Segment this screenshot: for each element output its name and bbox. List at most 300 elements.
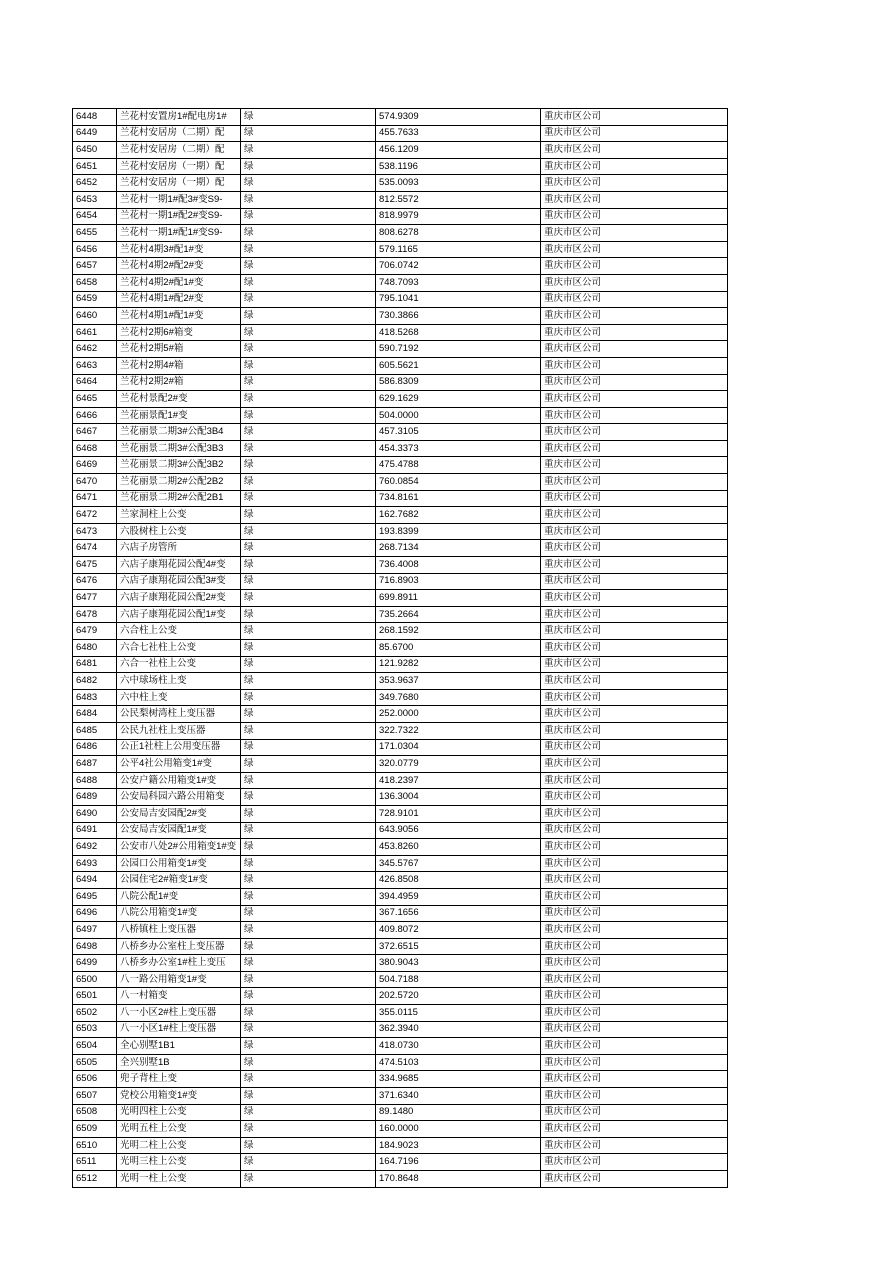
table-row: [73, 938, 728, 955]
cell-flag: 绿: [241, 888, 376, 905]
cell-value: 418.2397: [376, 772, 541, 789]
table-row: [73, 457, 728, 474]
table-row: [73, 805, 728, 822]
cell-flag: 绿: [241, 274, 376, 291]
cell-value: 202.5720: [376, 988, 541, 1005]
cell-company: 重庆市区公司: [541, 606, 728, 623]
cell-company: 重庆市区公司: [541, 258, 728, 275]
table-row: [73, 125, 728, 142]
cell-name: 兰花村2期5#箱: [117, 341, 241, 358]
cell-name: 六股树柱上公变: [117, 523, 241, 540]
cell-id: 6478: [73, 606, 117, 623]
cell-flag: 绿: [241, 125, 376, 142]
cell-company: 重庆市区公司: [541, 291, 728, 308]
cell-name: 兰花丽景二期3#公配3B4: [117, 424, 241, 441]
cell-value: 535.0093: [376, 175, 541, 192]
cell-name: 兰花村安置房1#配电房1#: [117, 109, 241, 126]
cell-name: 兰花村景配2#变: [117, 391, 241, 408]
cell-id: 6467: [73, 424, 117, 441]
table-row: [73, 971, 728, 988]
cell-name: 兜子背柱上变: [117, 1071, 241, 1088]
table-row: [73, 1005, 728, 1022]
table-row: [73, 640, 728, 657]
cell-id: 6458: [73, 274, 117, 291]
cell-value: 586.8309: [376, 374, 541, 391]
cell-company: 重庆市区公司: [541, 855, 728, 872]
cell-id: 6463: [73, 357, 117, 374]
cell-company: 重庆市区公司: [541, 523, 728, 540]
cell-company: 重庆市区公司: [541, 1088, 728, 1105]
cell-company: 重庆市区公司: [541, 640, 728, 657]
table-row: [73, 590, 728, 607]
cell-name: 全心别墅1B1: [117, 1038, 241, 1055]
table-row: [73, 291, 728, 308]
cell-id: 6490: [73, 805, 117, 822]
cell-company: 重庆市区公司: [541, 689, 728, 706]
cell-flag: 绿: [241, 407, 376, 424]
cell-flag: 绿: [241, 673, 376, 690]
cell-company: 重庆市区公司: [541, 1005, 728, 1022]
cell-value: 164.7196: [376, 1154, 541, 1171]
cell-company: 重庆市区公司: [541, 822, 728, 839]
cell-value: 85.6700: [376, 640, 541, 657]
cell-id: 6457: [73, 258, 117, 275]
cell-value: 504.7188: [376, 971, 541, 988]
cell-value: 162.7682: [376, 507, 541, 524]
cell-value: 760.0854: [376, 474, 541, 491]
cell-value: 121.9282: [376, 656, 541, 673]
table-row: [73, 158, 728, 175]
cell-name: 公平4社公用箱变1#变: [117, 756, 241, 773]
table-row: [73, 772, 728, 789]
cell-id: 6477: [73, 590, 117, 607]
table-row: [73, 689, 728, 706]
cell-company: 重庆市区公司: [541, 872, 728, 889]
cell-id: 6454: [73, 208, 117, 225]
cell-company: 重庆市区公司: [541, 1121, 728, 1138]
cell-company: 重庆市区公司: [541, 590, 728, 607]
cell-value: 345.5767: [376, 855, 541, 872]
cell-flag: 绿: [241, 805, 376, 822]
cell-flag: 绿: [241, 258, 376, 275]
table-row: [73, 274, 728, 291]
cell-id: 6509: [73, 1121, 117, 1138]
table-row: [73, 1088, 728, 1105]
cell-flag: 绿: [241, 689, 376, 706]
cell-company: 重庆市区公司: [541, 158, 728, 175]
cell-flag: 绿: [241, 706, 376, 723]
cell-id: 6476: [73, 573, 117, 590]
cell-flag: 绿: [241, 1171, 376, 1188]
cell-id: 6483: [73, 689, 117, 706]
table-row: [73, 225, 728, 242]
cell-flag: 绿: [241, 640, 376, 657]
cell-value: 334.9685: [376, 1071, 541, 1088]
cell-flag: 绿: [241, 905, 376, 922]
cell-id: 6473: [73, 523, 117, 540]
cell-value: 394.4959: [376, 888, 541, 905]
cell-name: 兰家洞柱上公变: [117, 507, 241, 524]
cell-value: 629.1629: [376, 391, 541, 408]
cell-company: 重庆市区公司: [541, 656, 728, 673]
cell-id: 6499: [73, 955, 117, 972]
cell-id: 6500: [73, 971, 117, 988]
cell-flag: 绿: [241, 955, 376, 972]
cell-flag: 绿: [241, 789, 376, 806]
table-row: [73, 1154, 728, 1171]
cell-value: 736.4008: [376, 557, 541, 574]
cell-company: 重庆市区公司: [541, 805, 728, 822]
cell-name: 八桥乡办公室1#柱上变压: [117, 955, 241, 972]
cell-value: 160.0000: [376, 1121, 541, 1138]
table-row: [73, 888, 728, 905]
cell-name: 兰花村4期2#配1#变: [117, 274, 241, 291]
cell-company: 重庆市区公司: [541, 341, 728, 358]
cell-value: 184.9023: [376, 1137, 541, 1154]
table-row: [73, 1038, 728, 1055]
cell-flag: 绿: [241, 988, 376, 1005]
table-row: [73, 308, 728, 325]
cell-id: 6486: [73, 739, 117, 756]
cell-flag: 绿: [241, 291, 376, 308]
cell-flag: 绿: [241, 557, 376, 574]
cell-id: 6505: [73, 1054, 117, 1071]
cell-id: 6506: [73, 1071, 117, 1088]
cell-flag: 绿: [241, 1005, 376, 1022]
cell-id: 6455: [73, 225, 117, 242]
table-row: [73, 1021, 728, 1038]
cell-id: 6493: [73, 855, 117, 872]
cell-name: 八一村箱变: [117, 988, 241, 1005]
cell-flag: 绿: [241, 822, 376, 839]
cell-flag: 绿: [241, 590, 376, 607]
table-row: [73, 822, 728, 839]
cell-value: 136.3004: [376, 789, 541, 806]
cell-flag: 绿: [241, 424, 376, 441]
cell-name: 公园住宅2#箱变1#变: [117, 872, 241, 889]
cell-company: 重庆市区公司: [541, 557, 728, 574]
cell-id: 6460: [73, 308, 117, 325]
cell-company: 重庆市区公司: [541, 673, 728, 690]
cell-id: 6491: [73, 822, 117, 839]
cell-company: 重庆市区公司: [541, 955, 728, 972]
cell-id: 6468: [73, 440, 117, 457]
cell-value: 706.0742: [376, 258, 541, 275]
cell-name: 六店子康翔花园公配3#变: [117, 573, 241, 590]
cell-name: 党校公用箱变1#变: [117, 1088, 241, 1105]
cell-value: 355.0115: [376, 1005, 541, 1022]
cell-name: 兰花村安居房（一期）配: [117, 158, 241, 175]
table-row: [73, 573, 728, 590]
cell-name: 兰花丽景配1#变: [117, 407, 241, 424]
cell-value: 808.6278: [376, 225, 541, 242]
cell-name: 兰花村4期1#配1#变: [117, 308, 241, 325]
cell-value: 426.8508: [376, 872, 541, 889]
cell-value: 538.1196: [376, 158, 541, 175]
cell-company: 重庆市区公司: [541, 1171, 728, 1188]
cell-company: 重庆市区公司: [541, 391, 728, 408]
cell-id: 6464: [73, 374, 117, 391]
cell-flag: 绿: [241, 756, 376, 773]
table-row: [73, 109, 728, 126]
cell-company: 重庆市区公司: [541, 971, 728, 988]
cell-flag: 绿: [241, 241, 376, 258]
cell-value: 605.5621: [376, 357, 541, 374]
cell-company: 重庆市区公司: [541, 507, 728, 524]
cell-value: 643.9056: [376, 822, 541, 839]
cell-flag: 绿: [241, 490, 376, 507]
cell-name: 六店子康翔花园公配1#变: [117, 606, 241, 623]
cell-name: 六合柱上公变: [117, 623, 241, 640]
cell-name: 八院公用箱变1#变: [117, 905, 241, 922]
cell-id: 6488: [73, 772, 117, 789]
cell-company: 重庆市区公司: [541, 208, 728, 225]
cell-name: 光明二柱上公变: [117, 1137, 241, 1154]
cell-value: 453.8260: [376, 839, 541, 856]
cell-id: 6487: [73, 756, 117, 773]
cell-id: 6501: [73, 988, 117, 1005]
cell-name: 全兴别墅1B: [117, 1054, 241, 1071]
cell-name: 八一路公用箱变1#变: [117, 971, 241, 988]
cell-id: 6510: [73, 1137, 117, 1154]
cell-company: 重庆市区公司: [541, 490, 728, 507]
cell-name: 光明五柱上公变: [117, 1121, 241, 1138]
cell-company: 重庆市区公司: [541, 789, 728, 806]
cell-company: 重庆市区公司: [541, 839, 728, 856]
cell-company: 重庆市区公司: [541, 457, 728, 474]
cell-id: 6465: [73, 391, 117, 408]
table-row: [73, 474, 728, 491]
table-row: [73, 673, 728, 690]
cell-name: 八院公配1#变: [117, 888, 241, 905]
cell-id: 6466: [73, 407, 117, 424]
cell-id: 6492: [73, 839, 117, 856]
table-row: [73, 357, 728, 374]
cell-flag: 绿: [241, 938, 376, 955]
cell-value: 728.9101: [376, 805, 541, 822]
cell-flag: 绿: [241, 772, 376, 789]
cell-id: 6489: [73, 789, 117, 806]
cell-company: 重庆市区公司: [541, 175, 728, 192]
cell-company: 重庆市区公司: [541, 905, 728, 922]
cell-company: 重庆市区公司: [541, 424, 728, 441]
cell-value: 812.5572: [376, 191, 541, 208]
cell-name: 兰花村安居房（二期）配: [117, 142, 241, 159]
table-row: [73, 241, 728, 258]
data-table: [72, 108, 728, 1188]
cell-value: 474.5103: [376, 1054, 541, 1071]
cell-id: 6474: [73, 540, 117, 557]
cell-name: 兰花村2期2#箱: [117, 374, 241, 391]
cell-name: 兰花村安居房（一期）配: [117, 175, 241, 192]
cell-value: 818.9979: [376, 208, 541, 225]
table-row: [73, 623, 728, 640]
table-row: [73, 540, 728, 557]
cell-company: 重庆市区公司: [541, 142, 728, 159]
cell-id: 6497: [73, 922, 117, 939]
cell-id: 6504: [73, 1038, 117, 1055]
table-row: [73, 1071, 728, 1088]
cell-name: 六中球场柱上变: [117, 673, 241, 690]
cell-name: 光明一柱上公变: [117, 1171, 241, 1188]
cell-id: 6479: [73, 623, 117, 640]
cell-flag: 绿: [241, 1054, 376, 1071]
cell-flag: 绿: [241, 1104, 376, 1121]
cell-company: 重庆市区公司: [541, 274, 728, 291]
table-row: [73, 341, 728, 358]
cell-company: 重庆市区公司: [541, 722, 728, 739]
cell-name: 兰花村2期6#箱变: [117, 324, 241, 341]
table-row: [73, 606, 728, 623]
cell-name: 公安局吉安园配1#变: [117, 822, 241, 839]
cell-value: 716.8903: [376, 573, 541, 590]
cell-company: 重庆市区公司: [541, 407, 728, 424]
cell-value: 748.7093: [376, 274, 541, 291]
cell-id: 6496: [73, 905, 117, 922]
cell-company: 重庆市区公司: [541, 1137, 728, 1154]
table-row: [73, 756, 728, 773]
cell-flag: 绿: [241, 357, 376, 374]
cell-name: 兰花村一期1#配2#变S9-: [117, 208, 241, 225]
table-body: [73, 109, 728, 1188]
cell-flag: 绿: [241, 1038, 376, 1055]
cell-flag: 绿: [241, 606, 376, 623]
table-row: [73, 1137, 728, 1154]
cell-value: 734.8161: [376, 490, 541, 507]
cell-name: 公安局吉安园配2#变: [117, 805, 241, 822]
cell-flag: 绿: [241, 1021, 376, 1038]
cell-flag: 绿: [241, 1071, 376, 1088]
cell-id: 6482: [73, 673, 117, 690]
table-row: [73, 324, 728, 341]
cell-flag: 绿: [241, 739, 376, 756]
table-row: [73, 1121, 728, 1138]
cell-name: 兰花村安居房（二期）配: [117, 125, 241, 142]
cell-name: 六店子房管所: [117, 540, 241, 557]
cell-id: 6459: [73, 291, 117, 308]
cell-id: 6450: [73, 142, 117, 159]
cell-flag: 绿: [241, 158, 376, 175]
cell-value: 367.1656: [376, 905, 541, 922]
cell-name: 兰花丽景二期2#公配2B2: [117, 474, 241, 491]
cell-id: 6508: [73, 1104, 117, 1121]
table-row: [73, 656, 728, 673]
cell-value: 380.9043: [376, 955, 541, 972]
cell-name: 兰花村一期1#配1#变S9-: [117, 225, 241, 242]
table-row: [73, 722, 728, 739]
table-row: [73, 407, 728, 424]
table-row: [73, 706, 728, 723]
cell-id: 6469: [73, 457, 117, 474]
cell-value: 371.6340: [376, 1088, 541, 1105]
table-row: [73, 191, 728, 208]
cell-company: 重庆市区公司: [541, 1038, 728, 1055]
table-row: [73, 905, 728, 922]
cell-name: 公安市八处2#公用箱变1#变: [117, 839, 241, 856]
cell-flag: 绿: [241, 656, 376, 673]
cell-name: 兰花丽景二期3#公配3B2: [117, 457, 241, 474]
cell-id: 6448: [73, 109, 117, 126]
cell-flag: 绿: [241, 922, 376, 939]
table-row: [73, 922, 728, 939]
cell-company: 重庆市区公司: [541, 125, 728, 142]
cell-value: 89.1480: [376, 1104, 541, 1121]
cell-company: 重庆市区公司: [541, 888, 728, 905]
cell-id: 6480: [73, 640, 117, 657]
cell-company: 重庆市区公司: [541, 772, 728, 789]
cell-id: 6461: [73, 324, 117, 341]
cell-flag: 绿: [241, 1154, 376, 1171]
cell-flag: 绿: [241, 855, 376, 872]
cell-name: 八桥镇柱上变压器: [117, 922, 241, 939]
cell-name: 光明四柱上公变: [117, 1104, 241, 1121]
cell-name: 公园口公用箱变1#变: [117, 855, 241, 872]
cell-value: 456.1209: [376, 142, 541, 159]
cell-name: 兰花村4期2#配2#变: [117, 258, 241, 275]
cell-value: 170.8648: [376, 1171, 541, 1188]
cell-name: 公安户籍公用箱变1#变: [117, 772, 241, 789]
cell-name: 兰花丽景二期2#公配2B1: [117, 490, 241, 507]
cell-name: 六合七社柱上公变: [117, 640, 241, 657]
cell-id: 6485: [73, 722, 117, 739]
table-row: [73, 258, 728, 275]
cell-name: 兰花丽景二期3#公配3B3: [117, 440, 241, 457]
cell-id: 6471: [73, 490, 117, 507]
cell-company: 重庆市区公司: [541, 922, 728, 939]
cell-name: 八一小区1#柱上变压器: [117, 1021, 241, 1038]
cell-value: 475.4788: [376, 457, 541, 474]
cell-company: 重庆市区公司: [541, 357, 728, 374]
cell-company: 重庆市区公司: [541, 474, 728, 491]
table-row: [73, 490, 728, 507]
cell-id: 6449: [73, 125, 117, 142]
cell-value: 362.3940: [376, 1021, 541, 1038]
cell-flag: 绿: [241, 540, 376, 557]
cell-flag: 绿: [241, 507, 376, 524]
cell-value: 699.8911: [376, 590, 541, 607]
cell-value: 574.9309: [376, 109, 541, 126]
cell-name: 六中柱上变: [117, 689, 241, 706]
table-row: [73, 789, 728, 806]
cell-name: 公正1社柱上公用变压器: [117, 739, 241, 756]
cell-id: 6495: [73, 888, 117, 905]
table-row: [73, 1104, 728, 1121]
cell-company: 重庆市区公司: [541, 540, 728, 557]
cell-flag: 绿: [241, 324, 376, 341]
cell-company: 重庆市区公司: [541, 109, 728, 126]
cell-value: 455.7633: [376, 125, 541, 142]
cell-id: 6494: [73, 872, 117, 889]
cell-id: 6507: [73, 1088, 117, 1105]
cell-value: 252.0000: [376, 706, 541, 723]
cell-name: 公安局科园六路公用箱变: [117, 789, 241, 806]
cell-company: 重庆市区公司: [541, 623, 728, 640]
cell-value: 457.3105: [376, 424, 541, 441]
table-row: [73, 855, 728, 872]
cell-id: 6498: [73, 938, 117, 955]
cell-id: 6503: [73, 1021, 117, 1038]
cell-id: 6512: [73, 1171, 117, 1188]
cell-flag: 绿: [241, 872, 376, 889]
cell-flag: 绿: [241, 308, 376, 325]
cell-flag: 绿: [241, 142, 376, 159]
cell-value: 579.1165: [376, 241, 541, 258]
cell-value: 409.8072: [376, 922, 541, 939]
cell-flag: 绿: [241, 1121, 376, 1138]
cell-value: 320.0779: [376, 756, 541, 773]
cell-company: 重庆市区公司: [541, 374, 728, 391]
cell-name: 八一小区2#柱上变压器: [117, 1005, 241, 1022]
